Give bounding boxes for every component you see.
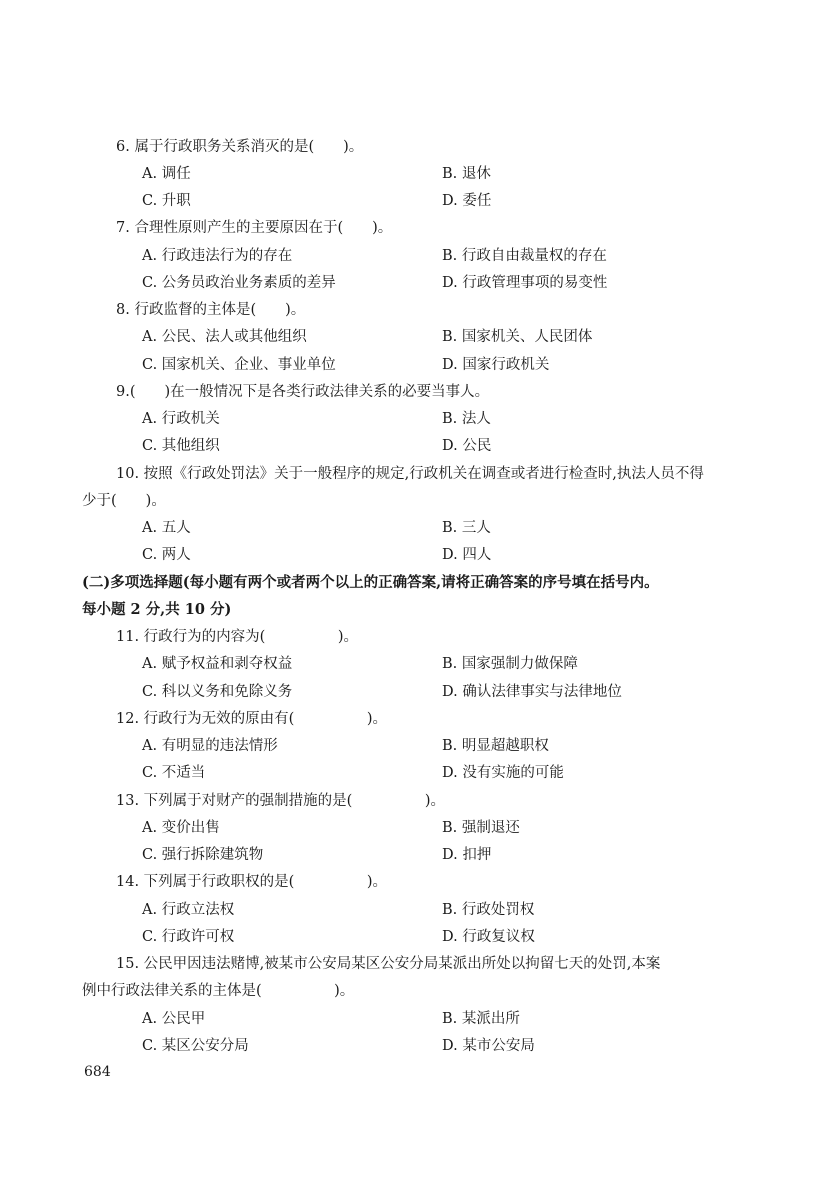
q7-option-a: A. 行政违法行为的存在 bbox=[142, 248, 293, 264]
question-11-stem: 11. 行政行为的内容为( )。 bbox=[116, 629, 358, 645]
q10-option-a: A. 五人 bbox=[142, 520, 191, 536]
q11-option-a: A. 赋予权益和剥夺权益 bbox=[142, 656, 293, 672]
q7-option-d: D. 行政管理事项的易变性 bbox=[442, 275, 608, 291]
q7-option-c: C. 公务员政治业务素质的差异 bbox=[142, 275, 336, 291]
q6-option-c: C. 升职 bbox=[142, 193, 191, 209]
q8-option-b: B. 国家机关、人民团体 bbox=[442, 329, 593, 345]
q12-option-c: C. 不适当 bbox=[142, 765, 206, 781]
q8-option-c: C. 国家机关、企业、事业单位 bbox=[142, 357, 336, 373]
q7-option-b: B. 行政自由裁量权的存在 bbox=[442, 248, 607, 264]
q15-option-b: B. 某派出所 bbox=[442, 1011, 520, 1027]
q10-option-c: C. 两人 bbox=[142, 547, 191, 563]
q15-option-d: D. 某市公安局 bbox=[442, 1038, 535, 1054]
question-15-stem: 15. 公民甲因违法赌博,被某市公安局某区公安分局某派出所处以拘留七天的处罚,本案 bbox=[116, 956, 661, 972]
question-9-stem: 9.( )在一般情况下是各类行政法律关系的必要当事人。 bbox=[116, 384, 490, 400]
q10-option-d: D. 四人 bbox=[442, 547, 492, 563]
q6-option-d: D. 委任 bbox=[442, 193, 492, 209]
q10-option-b: B. 三人 bbox=[442, 520, 491, 536]
q14-option-c: C. 行政许可权 bbox=[142, 929, 235, 945]
question-8-stem: 8. 行政监督的主体是( )。 bbox=[116, 302, 306, 318]
q11-option-d: D. 确认法律事实与法律地位 bbox=[442, 684, 622, 700]
question-12-stem: 12. 行政行为无效的原由有( )。 bbox=[116, 711, 387, 727]
q12-option-a: A. 有明显的违法情形 bbox=[142, 738, 278, 754]
q9-option-d: D. 公民 bbox=[442, 438, 492, 454]
q9-option-c: C. 其他组织 bbox=[142, 438, 220, 454]
q9-option-b: B. 法人 bbox=[442, 411, 491, 427]
question-13-stem: 13. 下列属于对财产的强制措施的是( )。 bbox=[116, 793, 445, 809]
q12-option-d: D. 没有实施的可能 bbox=[442, 765, 564, 781]
question-15-stem-cont: 例中行政法律关系的主体是( )。 bbox=[82, 983, 355, 999]
question-14-stem: 14. 下列属于行政职权的是( )。 bbox=[116, 874, 387, 890]
q6-option-b: B. 退休 bbox=[442, 166, 491, 182]
q12-option-b: B. 明显超越职权 bbox=[442, 738, 549, 754]
question-6-stem: 6. 属于行政职务关系消灭的是( )。 bbox=[116, 139, 364, 155]
q6-option-a: A. 调任 bbox=[142, 166, 191, 182]
q11-option-b: B. 国家强制力做保障 bbox=[442, 656, 578, 672]
q9-option-a: A. 行政机关 bbox=[142, 411, 220, 427]
q15-option-c: C. 某区公安分局 bbox=[142, 1038, 249, 1054]
section-2-heading: (二)多项选择题(每小题有两个或者两个以上的正确答案,请将正确答案的序号填在括号内。 bbox=[82, 574, 659, 591]
q14-option-d: D. 行政复议权 bbox=[442, 929, 535, 945]
q13-option-b: B. 强制退还 bbox=[442, 820, 520, 836]
page-number: 684 bbox=[84, 1064, 111, 1080]
q8-option-a: A. 公民、法人或其他组织 bbox=[142, 329, 307, 345]
q13-option-c: C. 强行拆除建筑物 bbox=[142, 847, 264, 863]
q13-option-a: A. 变价出售 bbox=[142, 820, 220, 836]
q11-option-c: C. 科以义务和免除义务 bbox=[142, 684, 293, 700]
section-2-heading-cont: 每小题 2 分,共 10 分) bbox=[82, 601, 232, 618]
q13-option-d: D. 扣押 bbox=[442, 847, 492, 863]
q8-option-d: D. 国家行政机关 bbox=[442, 357, 550, 373]
question-10-stem: 10. 按照《行政处罚法》关于一般程序的规定,行政机关在调查或者进行检查时,执法人员不得 bbox=[116, 466, 704, 482]
question-7-stem: 7. 合理性原则产生的主要原因在于( )。 bbox=[116, 220, 393, 236]
q14-option-b: B. 行政处罚权 bbox=[442, 902, 535, 918]
q14-option-a: A. 行政立法权 bbox=[142, 902, 235, 918]
q15-option-a: A. 公民甲 bbox=[142, 1011, 206, 1027]
question-10-stem-cont: 少于( )。 bbox=[82, 493, 166, 509]
